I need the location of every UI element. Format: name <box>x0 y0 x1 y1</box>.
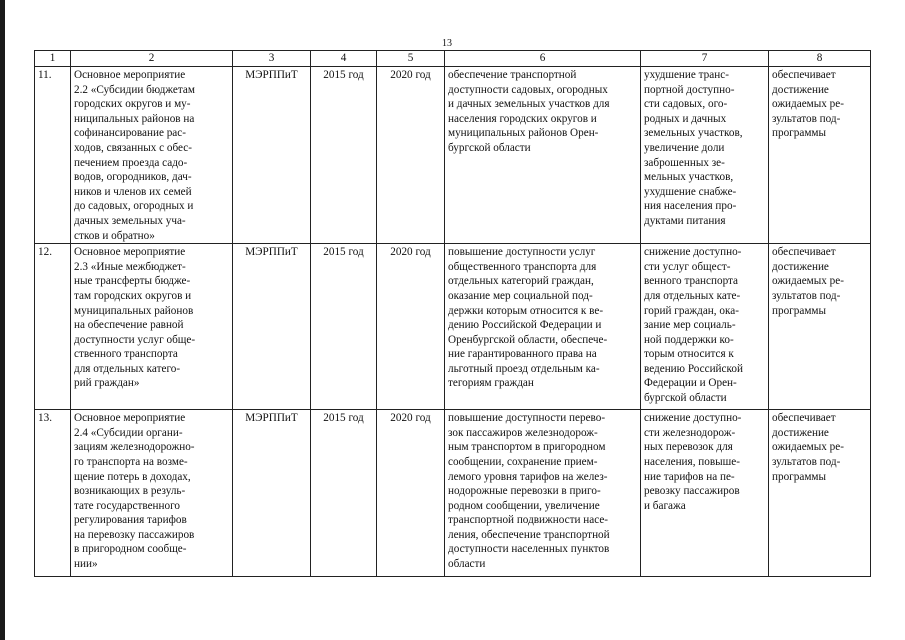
cell-text-line: ных перевозок для <box>644 441 733 454</box>
cell-text-line: доступности услуг обще- <box>74 333 196 346</box>
start-year-cell: 2015 год <box>311 67 377 244</box>
header-cell: 4 <box>311 51 377 67</box>
page-number: 13 <box>442 38 452 49</box>
cell-text-line: венного транспорта <box>644 275 739 288</box>
cell-text-line: ожидаемых ре- <box>772 98 844 111</box>
cell-text-line: дению Российской Федерации и <box>448 319 602 332</box>
cell-text-line: родных и дачных <box>644 112 727 125</box>
cell-text-line: программы <box>772 127 826 140</box>
cell-text-line: родном сообщении, увеличение <box>448 499 600 512</box>
consequence-cell <box>641 244 769 410</box>
row-number-cell: 11. <box>35 67 71 244</box>
header-row <box>35 51 871 67</box>
cell-text-line: бургской области <box>644 392 727 405</box>
cell-text-line: ственного транспорта <box>74 348 178 361</box>
cell-text-line: водов, огородников, дач- <box>74 171 192 184</box>
table-row <box>35 67 871 244</box>
header-cell: 6 <box>445 51 641 67</box>
header-cell: 3 <box>233 51 311 67</box>
link-cell <box>769 244 871 410</box>
cell-text-line: области <box>448 558 486 571</box>
header-cell: 2 <box>71 51 233 67</box>
cell-text-line: Основное мероприятие <box>74 69 186 81</box>
cell-text-line: и багажа <box>644 499 686 512</box>
cell-text-line: муниципальных районов Орен- <box>448 127 599 140</box>
cell-text-line: мельных участков, <box>644 171 734 184</box>
cell-text-line: нии» <box>74 558 98 571</box>
cell-text-line: населения, повыше- <box>644 455 740 468</box>
cell-text-line: программы <box>772 470 826 483</box>
cell-text-line: ожидаемых ре- <box>772 275 844 288</box>
cell-text-line: ухудшение снабже- <box>644 185 737 198</box>
cell-text-line: 2.4 «Субсидии органи- <box>74 426 183 439</box>
cell-text-line: там городских округов и <box>74 289 192 302</box>
cell-text-line: доступности садовых, огородных <box>448 83 608 96</box>
cell-text-line: снижение доступно- <box>644 412 742 425</box>
cell-text-line: ным транспортом в пригородном <box>448 441 606 454</box>
expected-result-cell <box>445 410 641 577</box>
cell-text-line: на обеспечение равной <box>74 319 184 332</box>
cell-text-line: повышение доступности услуг <box>448 246 596 259</box>
activity-name-cell <box>71 410 233 577</box>
header-cell: 5 <box>377 51 445 67</box>
cell-text-line: регулирования тарифов <box>74 514 187 527</box>
cell-text-line: зациям железнодорожно- <box>74 441 195 454</box>
cell-text-line: снижение доступно- <box>644 246 742 259</box>
header-cell: 8 <box>769 51 871 67</box>
cell-text-line: Основное мероприятие <box>74 246 186 259</box>
cell-text-line: ления, обеспечение транспортной <box>448 528 610 541</box>
cell-text-line: в пригородном сообще- <box>74 543 187 556</box>
cell-text-line: 2.3 «Иные межбюджет- <box>74 260 186 273</box>
cell-text-line: населения городских округов и <box>448 112 597 125</box>
cell-text-line: достижение <box>772 426 829 439</box>
cell-text-line: Федерации и Орен- <box>644 377 737 390</box>
activities-table <box>34 50 871 577</box>
cell-text-line: ния населения про- <box>644 200 737 213</box>
cell-text-line: софинансирование рас- <box>74 127 186 140</box>
end-year-cell: 2020 год <box>377 410 445 577</box>
link-cell <box>769 410 871 577</box>
cell-text-line: зультатов под- <box>772 112 841 125</box>
cell-text-line: дуктами питания <box>644 214 726 227</box>
cell-text-line: лемого уровня тарифов на желез- <box>448 470 608 483</box>
cell-text-line: сообщении, сохранение прием- <box>448 455 598 468</box>
cell-text-line: Оренбургской области, обеспече- <box>448 333 608 346</box>
cell-text-line: 2.2 «Субсидии бюджетам <box>74 83 195 96</box>
cell-text-line: достижение <box>772 83 829 96</box>
executor-cell: МЭРППиТ <box>233 67 311 244</box>
cell-text-line: зультатов под- <box>772 289 841 302</box>
cell-text-line: и дачных земельных участков для <box>448 98 610 111</box>
cell-text-line: стков и обратно» <box>74 229 155 242</box>
cell-text-line: для отдельных катего- <box>74 362 181 375</box>
cell-text-line: обеспечение транспортной <box>448 69 577 81</box>
consequence-cell <box>641 67 769 244</box>
activity-name-cell <box>71 67 233 244</box>
expected-result-cell <box>445 244 641 410</box>
cell-text-line: рий граждан» <box>74 377 140 390</box>
cell-text-line: сти железнодорож- <box>644 426 736 439</box>
cell-text-line: Основное мероприятие <box>74 412 186 425</box>
cell-text-line: ников и членов их семей <box>74 185 192 198</box>
cell-text-line: сти садовых, ого- <box>644 98 728 111</box>
table-row <box>35 410 871 577</box>
cell-text-line: горий граждан, ока- <box>644 304 739 317</box>
start-year-cell: 2015 год <box>311 244 377 410</box>
cell-text-line: муниципальных районов <box>74 304 194 317</box>
cell-text-line: тегориям граждан <box>448 377 534 390</box>
link-cell <box>769 67 871 244</box>
cell-text-line: возникающих в резуль- <box>74 485 186 498</box>
cell-text-line: держки которым относится к ве- <box>448 304 604 317</box>
cell-text-line: портной доступно- <box>644 83 735 96</box>
expected-result-cell <box>445 67 641 244</box>
cell-text-line: обеспечивает <box>772 412 836 425</box>
start-year-cell: 2015 год <box>311 410 377 577</box>
executor-cell: МЭРППиТ <box>233 244 311 410</box>
cell-text-line: обеспечивает <box>772 246 836 259</box>
cell-text-line: ревозку пассажиров <box>644 485 740 498</box>
cell-text-line: ведению Российской <box>644 362 743 375</box>
end-year-cell: 2020 год <box>377 67 445 244</box>
cell-text-line: оказание мер социальной под- <box>448 289 593 302</box>
cell-text-line: ходов, связанных с обес- <box>74 141 192 154</box>
header-cell: 1 <box>35 51 71 67</box>
cell-text-line: отдельных категорий граждан, <box>448 275 594 288</box>
cell-text-line: торым относится к <box>644 348 734 361</box>
cell-text-line: увеличение доли <box>644 141 725 154</box>
cell-text-line: транспортной подвижности насе- <box>448 514 609 527</box>
cell-text-line: доступности населенных пунктов <box>448 543 610 556</box>
cell-text-line: достижение <box>772 260 829 273</box>
cell-text-line: печением проезда садо- <box>74 156 188 169</box>
cell-text-line: дачных земельных уча- <box>74 214 186 227</box>
cell-text-line: заброшенных зе- <box>644 156 725 169</box>
cell-text-line: повышение доступности перево- <box>448 412 606 425</box>
cell-text-line: тате государственного <box>74 499 181 512</box>
cell-text-line: сти услуг общест- <box>644 260 731 273</box>
cell-text-line: ниципальных районов на <box>74 112 195 125</box>
row-number-cell: 12. <box>35 244 71 410</box>
cell-text-line: на перевозку пассажиров <box>74 528 195 541</box>
cell-text-line: ожидаемых ре- <box>772 441 844 454</box>
cell-text-line: программы <box>772 304 826 317</box>
cell-text-line: ной поддержки ко- <box>644 333 734 346</box>
cell-text-line: го транспорта на возме- <box>74 455 188 468</box>
activity-name-cell <box>71 244 233 410</box>
cell-text-line: ние гарантированного права на <box>448 348 597 361</box>
cell-text-line: общественного транспорта для <box>448 260 597 273</box>
header-cell: 7 <box>641 51 769 67</box>
table-row <box>35 244 871 410</box>
end-year-cell: 2020 год <box>377 244 445 410</box>
cell-text-line: льготный проезд отдельным ка- <box>448 362 600 375</box>
row-number-cell: 13. <box>35 410 71 577</box>
scan-edge <box>0 0 5 640</box>
cell-text-line: бургской области <box>448 141 531 154</box>
executor-cell: МЭРППиТ <box>233 410 311 577</box>
cell-text-line: зок пассажиров железнодорож- <box>448 426 598 439</box>
cell-text-line: зание мер социаль- <box>644 319 736 332</box>
cell-text-line: щение потерь в доходах, <box>74 470 191 483</box>
cell-text-line: ные трансферты бюдже- <box>74 275 191 288</box>
cell-text-line: до садовых, огородных и <box>74 200 194 213</box>
cell-text-line: нодорожные перевозки в приго- <box>448 485 601 498</box>
cell-text-line: для отдельных кате- <box>644 289 741 302</box>
cell-text-line: ние тарифов на пе- <box>644 470 735 483</box>
cell-text-line: обеспечивает <box>772 69 836 81</box>
consequence-cell <box>641 410 769 577</box>
cell-text-line: зультатов под- <box>772 455 841 468</box>
cell-text-line: земельных участков, <box>644 127 743 140</box>
cell-text-line: городских округов и му- <box>74 98 191 111</box>
cell-text-line: ухудшение транс- <box>644 69 729 81</box>
